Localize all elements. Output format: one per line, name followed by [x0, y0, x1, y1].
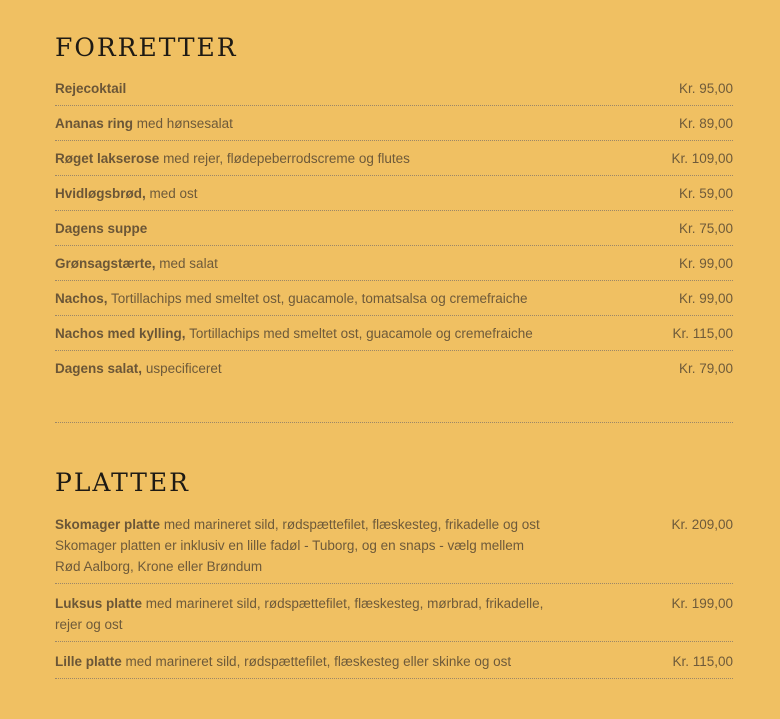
item-note: Skomager platten er inklusiv en lille fadøl - Tuborg, og en snaps - vælg mellem Rød Aalborg, Krone eller Brøndum: [55, 538, 524, 574]
item-name: Dagens salat,: [55, 361, 143, 376]
forretter-list: [55, 73, 733, 423]
item-name: Rejecoktail: [55, 81, 127, 96]
forretter-section: [55, 33, 733, 423]
item-name: Røget lakserose: [55, 151, 160, 166]
menu-item: [55, 281, 733, 316]
item-price: Kr. 99,00: [678, 256, 733, 271]
menu-item: [55, 176, 733, 211]
item-description: med marineret sild, rødspættefilet, flæskesteg eller skinke og ost: [125, 654, 512, 669]
menu-item: [55, 73, 733, 106]
item-name: Skomager platte: [55, 517, 161, 532]
menu-item: [55, 141, 733, 176]
item-price: Kr. 75,00: [678, 221, 733, 236]
item-name: Hvidløgsbrød,: [55, 186, 146, 201]
item-description: med marineret sild, rødspættefilet, flæskesteg, mørbrad, frikadelle, rejer og ost: [55, 596, 544, 632]
item-price: Kr. 115,00: [672, 326, 733, 341]
item-name: Ananas ring: [55, 116, 134, 131]
item-price: Kr. 109,00: [671, 151, 733, 166]
item-name: Luksus platte: [55, 596, 143, 611]
section-title-platter: PLATTER: [55, 468, 190, 497]
item-description: med rejer, flødepeberrodscreme og flutes: [163, 151, 410, 166]
item-price: Kr. 115,00: [672, 654, 733, 669]
item-name: Nachos med kylling,: [55, 326, 186, 341]
section-divider: [55, 386, 733, 423]
item-description: Tortillachips med smeltet ost, guacamole og cremefraiche: [189, 326, 533, 341]
menu-item: [55, 351, 733, 386]
item-description: uspecificeret: [145, 361, 222, 376]
menu-item: [55, 511, 733, 584]
item-price: Kr. 59,00: [678, 186, 733, 201]
item-price: Kr. 95,00: [678, 81, 733, 96]
item-name: Lille platte: [55, 654, 122, 669]
item-description: med hønsesalat: [136, 116, 233, 131]
menu-item: [55, 246, 733, 281]
menu-item: [55, 211, 733, 246]
item-name: Nachos,: [55, 291, 108, 306]
item-description: med salat: [159, 256, 218, 271]
section-title-forretter: FORRETTER: [55, 33, 238, 62]
menu-item: [55, 106, 733, 141]
item-price: Kr. 99,00: [678, 291, 733, 306]
item-description: med marineret sild, rødspættefilet, flæskesteg, frikadelle og ost: [163, 517, 540, 532]
item-description: Tortillachips med smeltet ost, guacamole, tomatsalsa og cremefraiche: [111, 291, 528, 306]
item-price: Kr. 89,00: [678, 116, 733, 131]
platter-section: [55, 468, 733, 679]
platter-list: [55, 511, 733, 679]
item-description: med ost: [149, 186, 198, 201]
item-name: Grønsagstærte,: [55, 256, 156, 271]
item-price: Kr. 199,00: [671, 596, 733, 611]
item-price: Kr. 209,00: [671, 517, 733, 532]
menu-item: [55, 584, 733, 642]
item-price: Kr. 79,00: [678, 361, 733, 376]
menu-item: [55, 642, 733, 679]
item-name: Dagens suppe: [55, 221, 148, 236]
menu-item: [55, 316, 733, 351]
